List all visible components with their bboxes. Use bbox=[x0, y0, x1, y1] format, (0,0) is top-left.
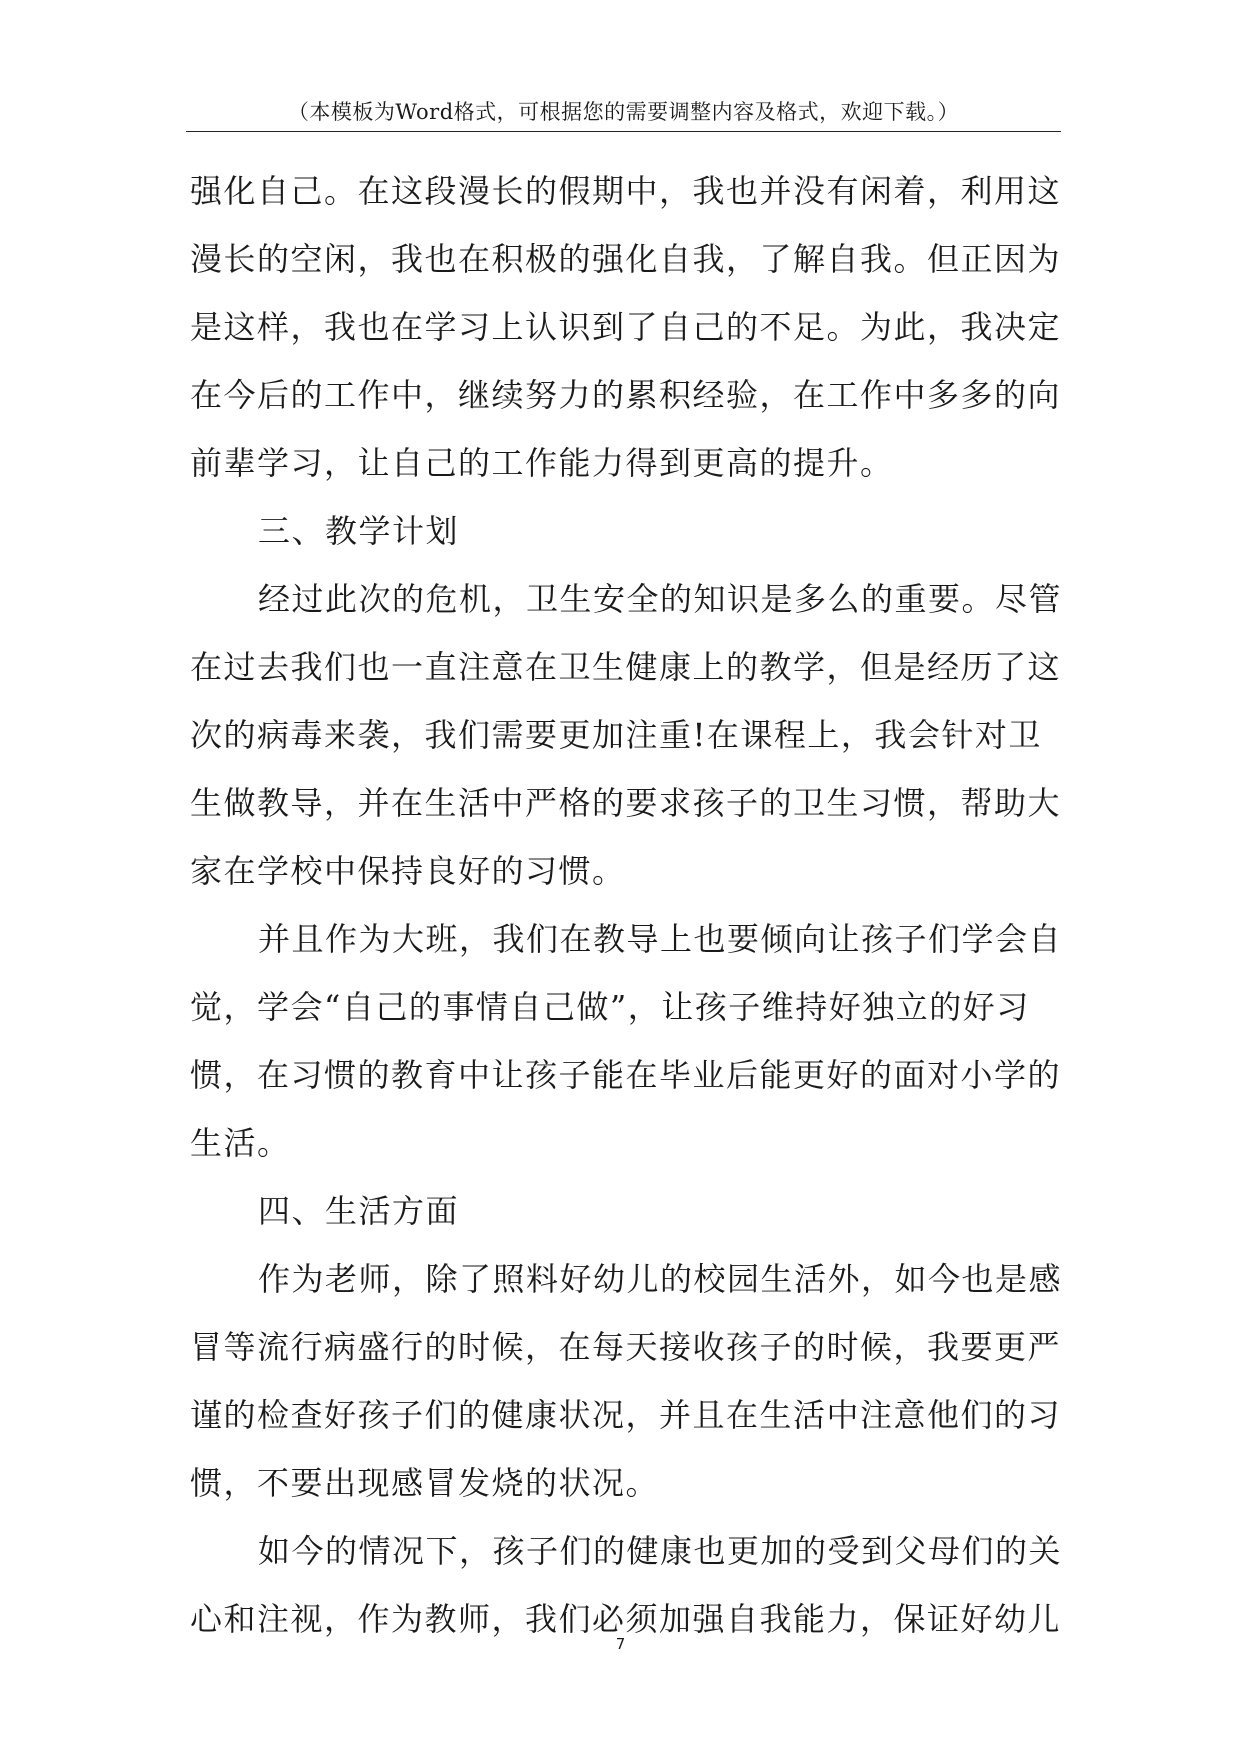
page-number: 7 bbox=[615, 1635, 626, 1653]
text-line: 前辈学习，让自己的工作能力得到更高的提升。 bbox=[190, 444, 894, 482]
text-line: 惯，不要出现感冒发烧的状况。 bbox=[190, 1464, 660, 1502]
text-line: 在今后的工作中，继续努力的累积经验，在工作中多多的向 bbox=[190, 376, 1062, 414]
text-line: 觉，学会“自己的事情自己做”，让孩子维持好独立的好习 bbox=[190, 988, 1030, 1026]
text-line: 漫长的空闲，我也在积极的强化自我，了解自我。但正因为 bbox=[190, 240, 1062, 278]
text-line: 家在学校中保持良好的习惯。 bbox=[190, 852, 626, 890]
text-line: 次的病毒来袭，我们需要更加注重!在课程上，我会针对卫 bbox=[190, 716, 1042, 754]
text-line: 冒等流行病盛行的时候，在每天接收孩子的时候，我要更严 bbox=[190, 1328, 1062, 1366]
section-heading: 四、生活方面 bbox=[258, 1192, 460, 1230]
body-text bbox=[190, 157, 1063, 1653]
text-line: 强化自己。在这段漫长的假期中，我也并没有闲着，利用这 bbox=[190, 172, 1062, 210]
text-line: 在过去我们也一直注意在卫生健康上的教学，但是经历了这 bbox=[190, 648, 1062, 686]
template-note: （本模板为Word格式，可根据您的需要调整内容及格式，欢迎下载。） bbox=[287, 100, 960, 124]
text-line: 生做教导，并在生活中严格的要求孩子的卫生习惯，帮助大 bbox=[190, 784, 1062, 822]
text-line: 生活。 bbox=[190, 1124, 291, 1162]
text-line: 经过此次的危机，卫生安全的知识是多么的重要。尽管 bbox=[258, 580, 1063, 618]
text-line: 是这样，我也在学习上认识到了自己的不足。为此，我决定 bbox=[190, 308, 1062, 346]
text-line: 如今的情况下，孩子们的健康也更加的受到父母们的关 bbox=[258, 1532, 1063, 1570]
text-line: 谨的检查好孩子们的健康状况，并且在生活中注意他们的习 bbox=[190, 1396, 1062, 1434]
section-heading: 三、教学计划 bbox=[258, 512, 460, 550]
header-divider bbox=[186, 131, 1061, 132]
text-line: 心和注视，作为教师，我们必须加强自我能力，保证好幼儿 bbox=[190, 1600, 1062, 1638]
text-line: 并且作为大班，我们在教导上也要倾向让孩子们学会自 bbox=[258, 920, 1063, 958]
text-line: 惯，在习惯的教育中让孩子能在毕业后能更好的面对小学的 bbox=[190, 1056, 1062, 1094]
text-line: 作为老师，除了照料好幼儿的校园生活外，如今也是感 bbox=[258, 1260, 1063, 1298]
